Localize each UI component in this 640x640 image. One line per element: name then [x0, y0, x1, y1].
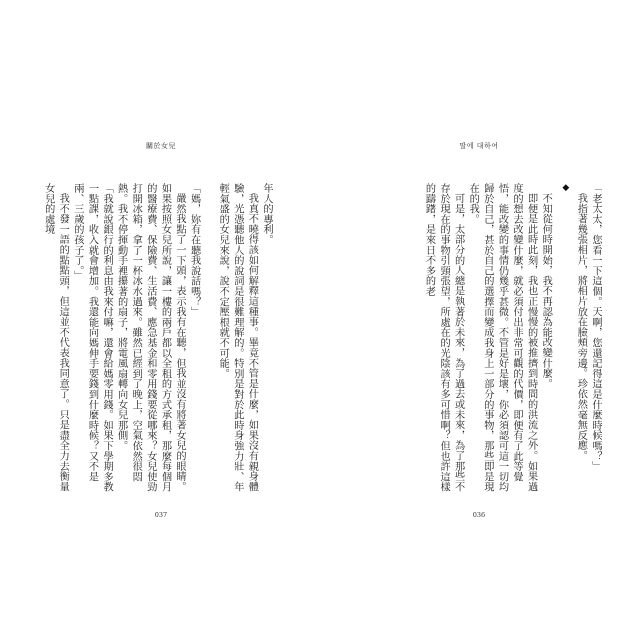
paragraph: 年人的專利。: [261, 183, 272, 245]
right-page: [320, 0, 640, 640]
page-number-left: 037: [154, 511, 168, 519]
page-number-right: 036: [472, 511, 486, 519]
paragraph: 我真不曉得該如何解釋這種事。畢竟不管是什麼，如果沒有親身體驗，光憑聽他人的說詞是很難理解的。特別是對於此時身強力壯、年輕氣盛的女兒來說，說不定壓根就不可能。: [217, 183, 258, 492]
paragraph: 嚴然我點了一下頭，表示我有在聽，但我並沒有將著女兒的眼睛。如果按照女兒所說，讓一樓的兩戶都以全租的方式承租，那麼每個月的醫療費、保險費、生活費、應急基金和零用錢要從哪來？女兒使勁打開冰箱，拿了一杯冰水過來。雖然已經到了晚上，空氣依然很悶熱。我不停揮動手裡攥著的扇子，將電風扇轉向女兒那側。: [115, 183, 186, 492]
paragraph: 可是，太部分的人總是執著於未來，為了過去或未來，為了那些不存於現在的事物引頸張望，所處在的光陰該有多可惜啊？但也許這樣的躊躇，是來日不多的老: [423, 183, 464, 492]
running-head-left: 關於女兒: [146, 142, 176, 150]
section-break-diamond: ◆: [560, 183, 571, 194]
paragraph: 我指著幾張相片，將相片放在臉頰旁邊。珍依然毫無反應。: [575, 193, 587, 461]
paragraph: 不知從何時開始，我不再認為能改變什麼。: [540, 193, 552, 389]
body-text-left: [43, 183, 273, 501]
running-head-right: 딸에 대하여: [459, 142, 499, 150]
paragraph: 「媽，妳有在聽我說話嗎？」: [188, 183, 200, 317]
paragraph: 「我就說銀行的利息由我來付嘛，還會給媽零用錢。如果下學期多教一點課，收入就會增加。我還能向媽伸手要錢到什麼時候？又不是兩、三歲的孩子了。」: [71, 183, 113, 492]
paragraph: 「老太太，您看一下這個。天啊，您還記得這是什麼時候嗎？」: [590, 183, 601, 472]
paragraph: 即便是此時此刻，我也正慢慢的被推擠到時間的洪流之外。如果過度的想去改變什麼，就必須付出非常可觀的代價，即便有了此等覺悟，能改變的事情仍幾乎甚微。不管是好是壞，你必須認可這一切均歸於自己，甚於自己的選擇而變成我身上一部分的事物，那些即是現在的我。: [467, 183, 537, 492]
paragraph: 我不發一語的點點頭，但這並不代表我同意了。只是盡全力去衡量女兒的處境: [43, 183, 69, 492]
body-text-right: [372, 183, 602, 501]
